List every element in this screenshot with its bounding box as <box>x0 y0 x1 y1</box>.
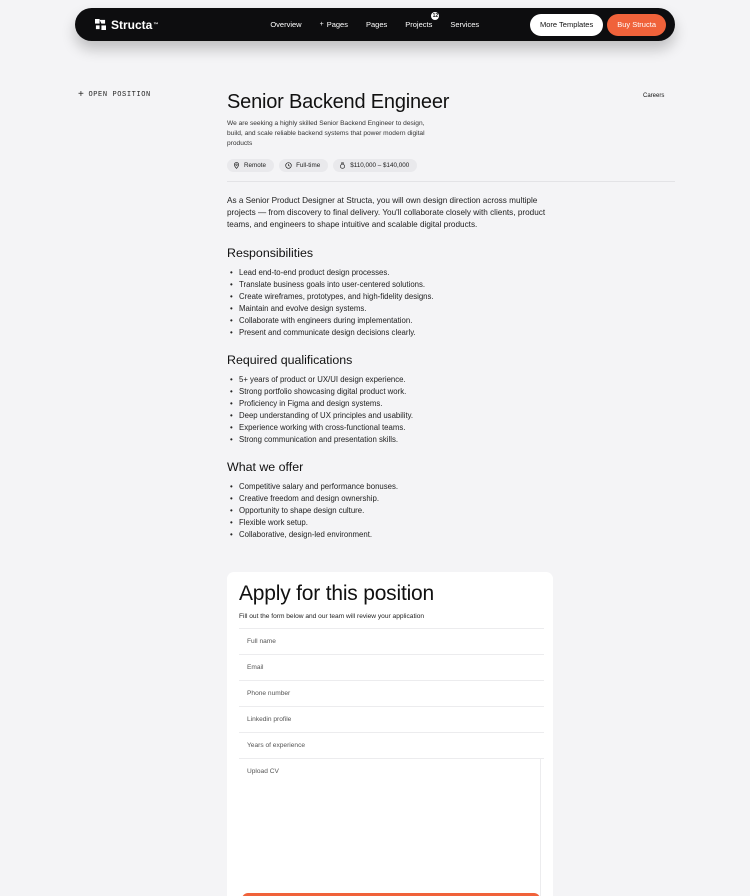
job-intro: We are seeking a highly skilled Senior Backend Engineer to design, build, and scale reliable backend systems that power modern digital products <box>227 120 425 147</box>
job-content <box>227 90 675 541</box>
upload-cv-label: Upload CV <box>247 768 279 775</box>
brand-name: Structa <box>111 17 153 32</box>
tag-remote <box>227 159 274 172</box>
list-item: • Deep understanding of UX principles and usability. <box>227 410 675 422</box>
list-item: • Creative freedom and design ownership. <box>227 493 675 505</box>
list-item: • Collaborative, design-led environment. <box>227 529 675 541</box>
nav-item-label: Pages <box>365 20 388 29</box>
experience-field[interactable]: Years of experience <box>239 732 544 758</box>
trademark: ™ <box>153 21 159 28</box>
tag-salary <box>333 159 417 172</box>
upload-cv-field[interactable] <box>239 758 544 896</box>
list-item: • Proficiency in Figma and design systems. <box>227 398 675 410</box>
clock-icon <box>285 162 292 169</box>
qualifications-heading: Required qualifications <box>227 352 353 367</box>
list-item: • Strong communication and presentation skills. <box>227 434 675 446</box>
list-item: • Create wireframes, prototypes, and high-fidelity designs. <box>227 291 675 303</box>
nav-menu <box>270 13 497 29</box>
nav-item-label: Projects <box>405 20 433 29</box>
tag-label: $110,000 – $140,000 <box>350 162 410 169</box>
responsibilities-list <box>227 267 675 339</box>
offer-list <box>227 481 675 541</box>
careers-breadcrumb[interactable]: Careers <box>643 93 665 99</box>
more-templates-button[interactable]: More Templates <box>530 14 603 36</box>
brand-logo[interactable] <box>95 18 158 32</box>
form-subtitle: Fill out the form below and our team will review your application <box>239 613 425 620</box>
open-position-label: OPEN POSITION <box>88 91 151 99</box>
nav-item-label: Services <box>450 20 480 29</box>
job-description: As a Senior Product Designer at Structa, you will own design direction across multiple projects — from discovery to final delivery. You'll collaborate closely with clients, product teams, and engineers to shape intuitive and scalable digital products. <box>227 196 546 230</box>
job-tags <box>227 159 675 172</box>
plus-icon: + <box>319 21 324 28</box>
structa-logo-icon <box>95 19 106 30</box>
form-title: Apply for this position <box>239 582 435 605</box>
full-name-field[interactable]: Full name <box>239 628 544 654</box>
phone-field[interactable]: Phone number <box>239 680 544 706</box>
list-item: • Competitive salary and performance bonuses. <box>227 481 675 493</box>
list-item: • Translate business goals into user-centered solutions. <box>227 279 675 291</box>
nav-item-label: Overview <box>270 20 302 29</box>
nav-item-pages[interactable] <box>366 20 387 29</box>
list-item: • Collaborate with engineers during implementation. <box>227 315 675 327</box>
nav-item-pages-dropdown[interactable] <box>320 20 348 29</box>
email-field[interactable]: Email <box>239 654 544 680</box>
buy-structa-button[interactable]: Buy Structa <box>607 14 666 36</box>
list-item: • Experience working with cross-functional teams. <box>227 422 675 434</box>
upload-area <box>239 759 541 896</box>
linkedin-field[interactable]: Linkedin profile <box>239 706 544 732</box>
top-nav <box>75 8 675 41</box>
nav-buttons <box>530 14 666 36</box>
list-item: • Lead end-to-end product design processes. <box>227 267 675 279</box>
nav-item-label: Pages <box>326 20 348 29</box>
application-form <box>227 572 553 896</box>
tag-label: Full-time <box>296 162 321 169</box>
list-item: • 5+ years of product or UX/UI design experience. <box>227 374 675 386</box>
offer-heading: What we offer <box>227 459 304 474</box>
qualifications-list <box>227 374 675 446</box>
list-item: • Maintain and evolve design systems. <box>227 303 675 315</box>
nav-item-services[interactable] <box>450 20 479 29</box>
nav-item-overview[interactable] <box>270 20 301 29</box>
responsibilities-heading: Responsibilities <box>227 245 314 260</box>
list-item: • Opportunity to shape design culture. <box>227 505 675 517</box>
job-title: Senior Backend Engineer <box>227 91 450 113</box>
list-item: • Present and communicate design decisions clearly. <box>227 327 675 339</box>
list-item: • Strong portfolio showcasing digital product work. <box>227 386 675 398</box>
list-item: • Flexible work setup. <box>227 517 675 529</box>
location-pin-icon <box>233 162 240 169</box>
tag-full-time <box>279 159 328 172</box>
divider <box>227 181 675 182</box>
count-badge: 12 <box>432 13 439 19</box>
open-position-link[interactable] <box>78 91 151 99</box>
plus-icon: + <box>78 89 85 100</box>
money-bag-icon <box>339 162 346 169</box>
tag-label: Remote <box>244 162 267 169</box>
nav-item-projects[interactable] <box>405 13 439 29</box>
